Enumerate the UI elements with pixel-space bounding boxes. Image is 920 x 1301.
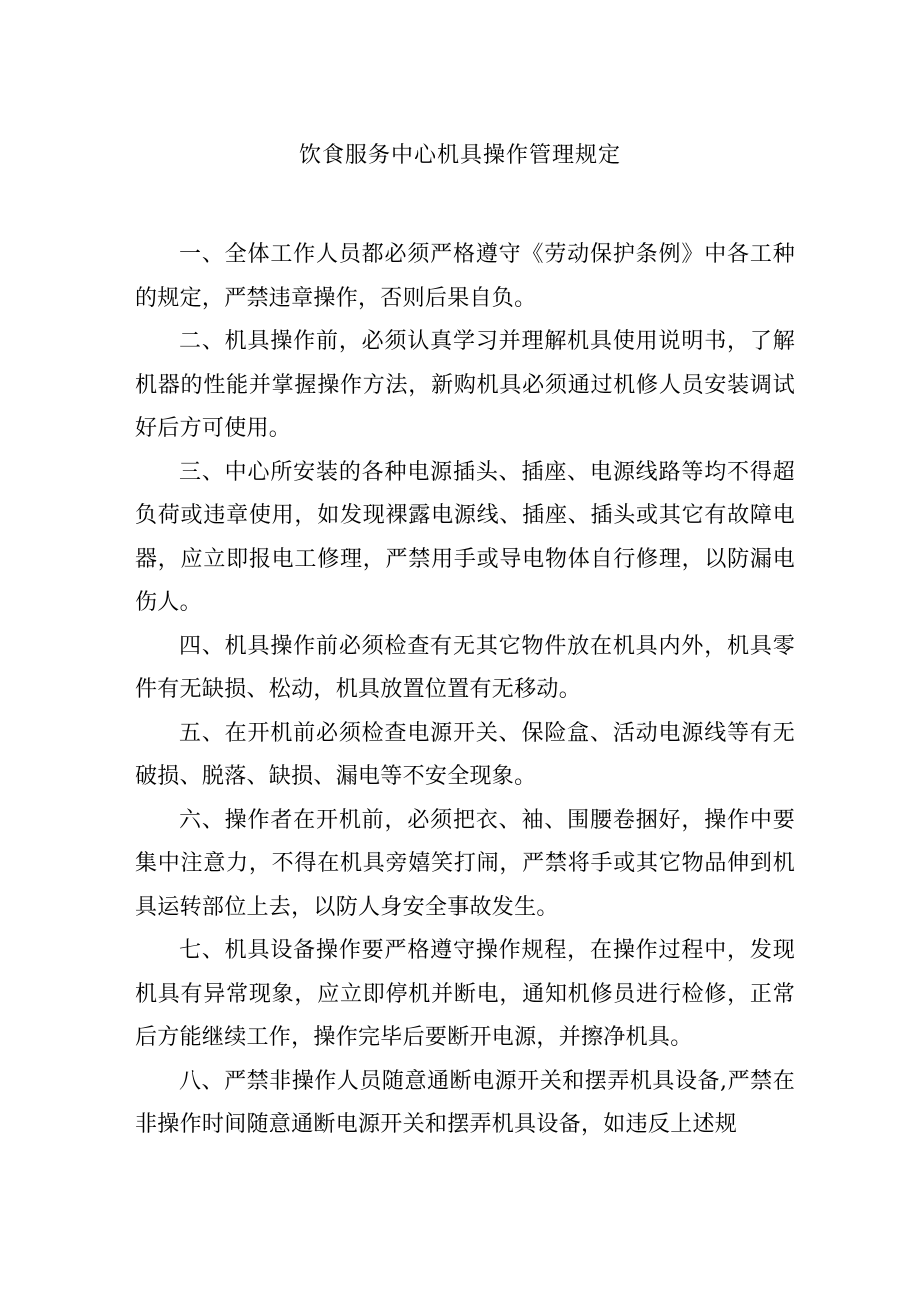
paragraph-4: 四、机具操作前必须检查有无其它物件放在机具内外，机具零件有无缺损、松动，机具放置位置有无移动。 bbox=[135, 633, 795, 702]
paragraph-7: 七、机具设备操作要严格遵守操作规程，在操作过程中，发现机具有异常现象，应立即停机并断电，通知机修员进行检修，正常后方能继续工作，操作完毕后要断开电源，并擦净机具。 bbox=[135, 938, 795, 1050]
document-body bbox=[135, 233, 795, 1147]
paragraph-6: 六、操作者在开机前，必须把衣、袖、围腰卷捆好，操作中要集中注意力，不得在机具旁嬉笑打闹，严禁将手或其它物品伸到机具运转部位上去，以防人身安全事故发生。 bbox=[135, 807, 795, 920]
paragraph-3: 三、中心所安装的各种电源插头、插座、电源线路等均不得超负荷或违章使用，如发现裸露电源线、插座、插头或其它有故障电器，应立即报电工修理，严禁用手或导电物体自行修理，以防漏电伤人。 bbox=[135, 459, 795, 615]
paragraph-1: 一、全体工作人员都必须严格遵守《劳动保护条例》中各工种的规定，严禁违章操作，否则后果自负。 bbox=[135, 242, 795, 311]
document-title: 饮食服务中心机具操作管理规定 bbox=[298, 143, 621, 168]
paragraph-2: 二、机具操作前，必须认真学习并理解机具使用说明书，了解机器的性能并掌握操作方法，新购机具必须通过机修人员安装调试好后方可使用。 bbox=[135, 329, 795, 441]
paragraph-8: 八、严禁非操作人员随意通断电源开关和摆弄机具设备,严禁在非操作时间随意通断电源开关和摆弄机具设备，如违反上述规 bbox=[135, 1068, 795, 1137]
paragraph-5: 五、在开机前必须检查电源开关、保险盒、活动电源线等有无破损、脱落、缺损、漏电等不安全现象。 bbox=[135, 720, 795, 789]
